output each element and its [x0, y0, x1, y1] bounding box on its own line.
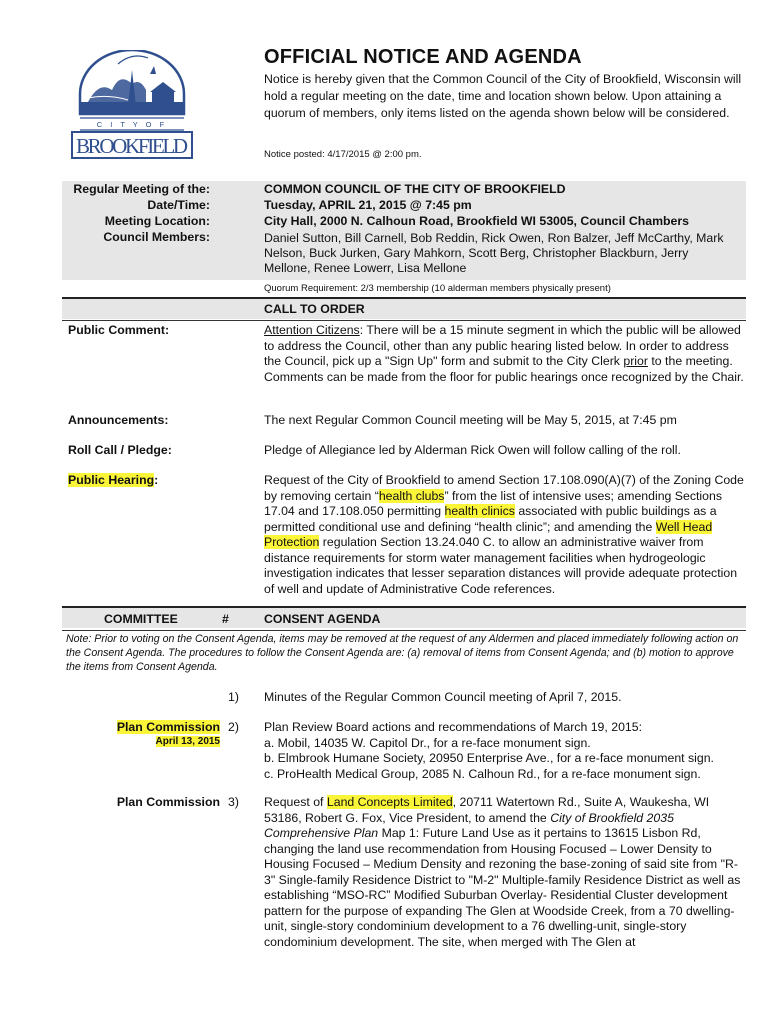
item-1-text: Minutes of the Regular Common Council meeting of April 7, 2015.	[264, 690, 622, 704]
consent-agenda-note: Note: Prior to voting on the Consent Agenda, items may be removed at the request of any Aldermen and placed immediately following action on the Consent Agenda. The procedures to follow the Consent Agenda are: (a) removal of items from Consent Agenda; and (b) motion to approve the items from Consent Agenda.	[66, 633, 739, 673]
divider	[62, 630, 746, 631]
item-2-line-c: c. ProHealth Medical Group, 2085 N. Calhoun Rd., for a re-face monument sign.	[264, 766, 701, 781]
item-3-text-1: Request of	[264, 795, 327, 809]
item-2-text	[264, 720, 744, 782]
attention-citizens: Attention Citizens	[264, 323, 360, 337]
notice-posted: Notice posted: 4/17/2015 @ 2:00 pm.	[264, 149, 422, 160]
ph-text-2: ” from the list of intensive uses; amending Sections 17.04 and 17.108.050 permitting	[264, 488, 722, 518]
item-2-line-0: Plan Review Board actions and recommendations of March 19, 2015:	[264, 720, 642, 734]
item-3-text-3: Map 1: Future Land Use as it pertains to 13615 Lisbon Rd, changing the land use recommendation from Housing Focused – Lower Density to Housing Focused – Medium Density and rezoning the base-zoning of said site from "R-3" Single-family Residence District to "M-2" Multiple-family Residence District as well as establishing “MSO-RC” Modified Suburban Overlay- Residential Cluster development pattern for the purpose of expanding The Glen at Woodside Creek, from a 70 dwelling-unit, single-story condominium development to a 76 dwelling-unit, single-story condominium development. The site, when merged with The Glen at	[264, 826, 741, 949]
item-2-line-b: b. Elmbrook Humane Society, 20950 Enterprise Ave., for a re-face monument sign.	[264, 751, 714, 765]
meeting-location: City Hall, 2000 N. Calhoun Road, Brookfield WI 53005, Council Chambers	[264, 214, 690, 228]
notice-intro: Notice is hereby given that the Common Council of the City of Brookfield, Wisconsin will hold a regular meeting on the date, time and location shown below. Upon attaining a quorum of members, only items listed on the agenda shown below will be considered.	[264, 72, 742, 120]
item-2-number: 2)	[228, 720, 239, 734]
prior-word: prior	[623, 354, 648, 368]
item-2-committee-date-text: April 13, 2015	[155, 736, 220, 747]
council-members-line-1: Daniel Sutton, Bill Carnell, Bob Reddin, Rick Owen, Ron Balzer, Jeff McCarthy, Mark	[264, 231, 724, 245]
call-to-order-heading: CALL TO ORDER	[264, 302, 365, 316]
item-2-line-a: a. Mobil, 14035 W. Capitol Dr., for a re-face monument sign.	[264, 735, 591, 750]
call-to-order-bar	[62, 299, 746, 319]
council-members-line-2: Nelson, Buck Jurken, Gary Mahkorn, Scott Berg, Christopher Blackburn, Jerry	[264, 246, 689, 260]
item-2-committee-text: Plan Commission	[116, 720, 220, 734]
item-3-comprehensive-plan: City of Brookfield 2035 Comprehensive Plan	[264, 810, 674, 840]
quorum-requirement: Quorum Requirement: 2/3 membership (10 alderman members physically present)	[264, 283, 611, 294]
public-comment-label: Public Comment:	[68, 323, 170, 337]
roll-call-text: Pledge of Allegiance led by Alderman Rick Owen will follow calling of the roll.	[264, 443, 681, 457]
public-comment-body-2: to the meeting. Comments can be made from the floor for public hearings once recognized by the Chair.	[264, 354, 744, 384]
item-2-committee	[40, 720, 220, 734]
consent-agenda-heading: CONSENT AGENDA	[264, 612, 381, 626]
ph-highlight-health-clinics: health clinics	[444, 504, 515, 518]
ph-text-3: associated with public buildings as a permitted conditional use and defining “health clinic”; and amending the	[264, 504, 717, 534]
date-time-label: Date/Time:	[147, 198, 210, 212]
item-3-committee: Plan Commission	[116, 795, 220, 809]
public-comment-text	[264, 323, 744, 385]
roll-call-label: Roll Call / Pledge:	[68, 443, 172, 457]
logo-brookfield-text: BROOKFIELD	[76, 134, 188, 158]
committee-column-header: COMMITTEE	[104, 612, 178, 626]
item-3-number: 3)	[228, 795, 239, 809]
meeting-location-label: Meeting Location:	[104, 214, 210, 228]
ph-highlight-health-clubs: health clubs	[378, 488, 445, 503]
public-hearing-label	[68, 473, 158, 487]
number-column-header: #	[222, 612, 229, 626]
public-comment-body-1: : There will be a 15 minute segment in which the public will be allowed to address the Council, other than any public hearing listed below. In order to address the Council, pick up a "Sign Up" form and submit to the City Clerk	[264, 323, 741, 368]
announcements-text: The next Regular Common Council meeting will be May 5, 2015, at 7:45 pm	[264, 413, 677, 427]
city-of-brookfield-logo	[68, 50, 196, 162]
announcements-label: Announcements:	[68, 413, 169, 427]
page-title: OFFICIAL NOTICE AND AGENDA	[264, 46, 582, 68]
item-3-highlight-land-concepts: Land Concepts Limited	[326, 795, 453, 809]
item-1-number: 1)	[228, 690, 239, 704]
public-hearing-colon: :	[154, 473, 159, 487]
council-members-line-3: Mellone, Renee Lowerr, Lisa Mellone	[264, 261, 467, 275]
item-2-committee-date	[40, 736, 220, 747]
regular-meeting-label: Regular Meeting of the:	[73, 182, 210, 196]
item-3-text-2: , 20711 Watertown Rd., Suite A, Waukesha, WI 53186, Robert G. Fox, Vice President, to amend the	[264, 795, 710, 825]
ph-highlight-well-head: Well Head Protection	[264, 519, 713, 549]
logo-city-of-text: C I T Y O F	[96, 120, 168, 129]
ph-text-4: regulation Section 13.24.040 C. to allow an administrative waiver from distance requirements for storm water management facilities when hydrogeologic investigation indicates that lesser separation distances will provide adequate protection of well and update of Administrative Code references.	[264, 535, 738, 596]
public-hearing-label-text: Public Hearing	[68, 473, 155, 487]
item-3-text	[264, 795, 744, 950]
council-members-label: Council Members:	[103, 230, 210, 244]
ph-text-1: Request of the City of Brookfield to amend Section 17.108.090(A)(7) of the Zoning Code by removing certain “	[264, 473, 744, 503]
meeting-body: COMMON COUNCIL OF THE CITY OF BROOKFIELD	[264, 182, 566, 196]
public-hearing-text	[264, 473, 744, 597]
divider	[62, 320, 746, 321]
meeting-datetime: Tuesday, APRIL 21, 2015 @ 7:45 pm	[264, 198, 472, 212]
